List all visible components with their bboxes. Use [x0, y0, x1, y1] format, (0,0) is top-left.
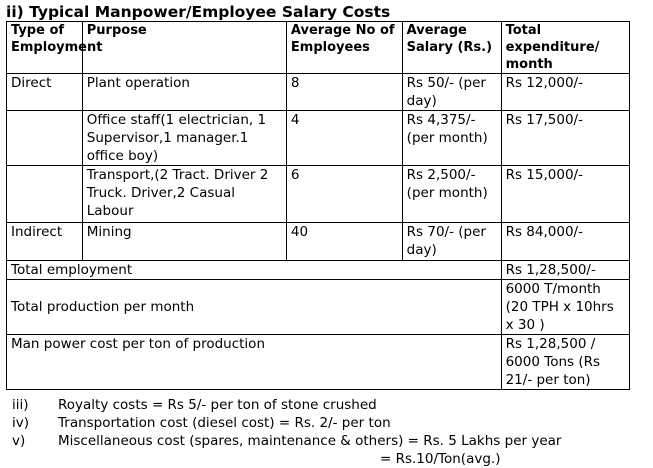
table-row [7, 223, 630, 261]
note-number: iii) [12, 397, 29, 413]
note-number: v) [12, 433, 26, 449]
header-total-expenditure: Total expenditure/ month [501, 22, 629, 74]
summary-row-total-production [7, 280, 630, 335]
note-royalty [12, 396, 561, 414]
cell-total: Rs 12,000/- [501, 74, 629, 111]
table-row [7, 111, 630, 166]
table-row [7, 166, 630, 223]
note-transportation [12, 414, 561, 432]
note-text: Royalty costs = Rs 5/- per ton of stone crushed [58, 397, 377, 413]
table-header-row [7, 22, 630, 74]
cell-purpose: Office staff(1 electrician, 1 Supervisor,1 manager.1 office boy) [82, 111, 286, 166]
summary-value: Rs 1,28,500/- [501, 261, 629, 280]
cell-purpose: Transport,(2 Tract. Driver 2 Truck. Driver,2 Casual Labour [82, 166, 286, 223]
summary-row-manpower-cost [7, 335, 630, 390]
summary-value: 6000 T/month (20 TPH x 10hrs x 30 ) [501, 280, 629, 335]
cell-total: Rs 17,500/- [501, 111, 629, 166]
cost-notes [12, 396, 561, 468]
header-type-of-employment: Type of Employment [7, 22, 83, 74]
summary-label: Man power cost per ton of production [7, 335, 502, 390]
note-miscellaneous [12, 432, 561, 450]
note-text: Miscellaneous cost (spares, maintenance & others) = Rs. 5 Lakhs per year [58, 433, 562, 449]
cell-count: 40 [286, 223, 402, 261]
cell-type [7, 166, 83, 223]
note-number: iv) [12, 415, 30, 431]
cell-purpose: Plant operation [82, 74, 286, 111]
summary-value: Rs 1,28,500 / 6000 Tons (Rs 21/- per ton) [501, 335, 629, 390]
cell-count: 6 [286, 166, 402, 223]
cell-type: Indirect [7, 223, 83, 261]
note-text: Transportation cost (diesel cost) = Rs. 2/- per ton [58, 415, 391, 431]
cell-salary: Rs 4,375/- (per month) [402, 111, 501, 166]
note-continuation: = Rs.10/Ton(avg.) [380, 451, 501, 467]
cell-count: 4 [286, 111, 402, 166]
cell-total: Rs 15,000/- [501, 166, 629, 223]
cell-count: 8 [286, 74, 402, 111]
cell-salary: Rs 2,500/- (per month) [402, 166, 501, 223]
summary-row-total-employment [7, 261, 630, 280]
cell-salary: Rs 50/- (per day) [402, 74, 501, 111]
header-average-salary: Average Salary (Rs.) [402, 22, 501, 74]
table-row [7, 74, 630, 111]
cell-purpose: Mining [82, 223, 286, 261]
header-average-no-of-employees: Average No of Employees [286, 22, 402, 74]
salary-cost-table [6, 21, 630, 390]
cell-total: Rs 84,000/- [501, 223, 629, 261]
header-purpose: Purpose [82, 22, 286, 74]
section-title: ii) Typical Manpower/Employee Salary Costs [6, 3, 391, 21]
cell-type: Direct [7, 74, 83, 111]
cell-type [7, 111, 83, 166]
cell-salary: Rs 70/- (per day) [402, 223, 501, 261]
summary-label: Total employment [7, 261, 502, 280]
summary-label: Total production per month [7, 280, 502, 335]
